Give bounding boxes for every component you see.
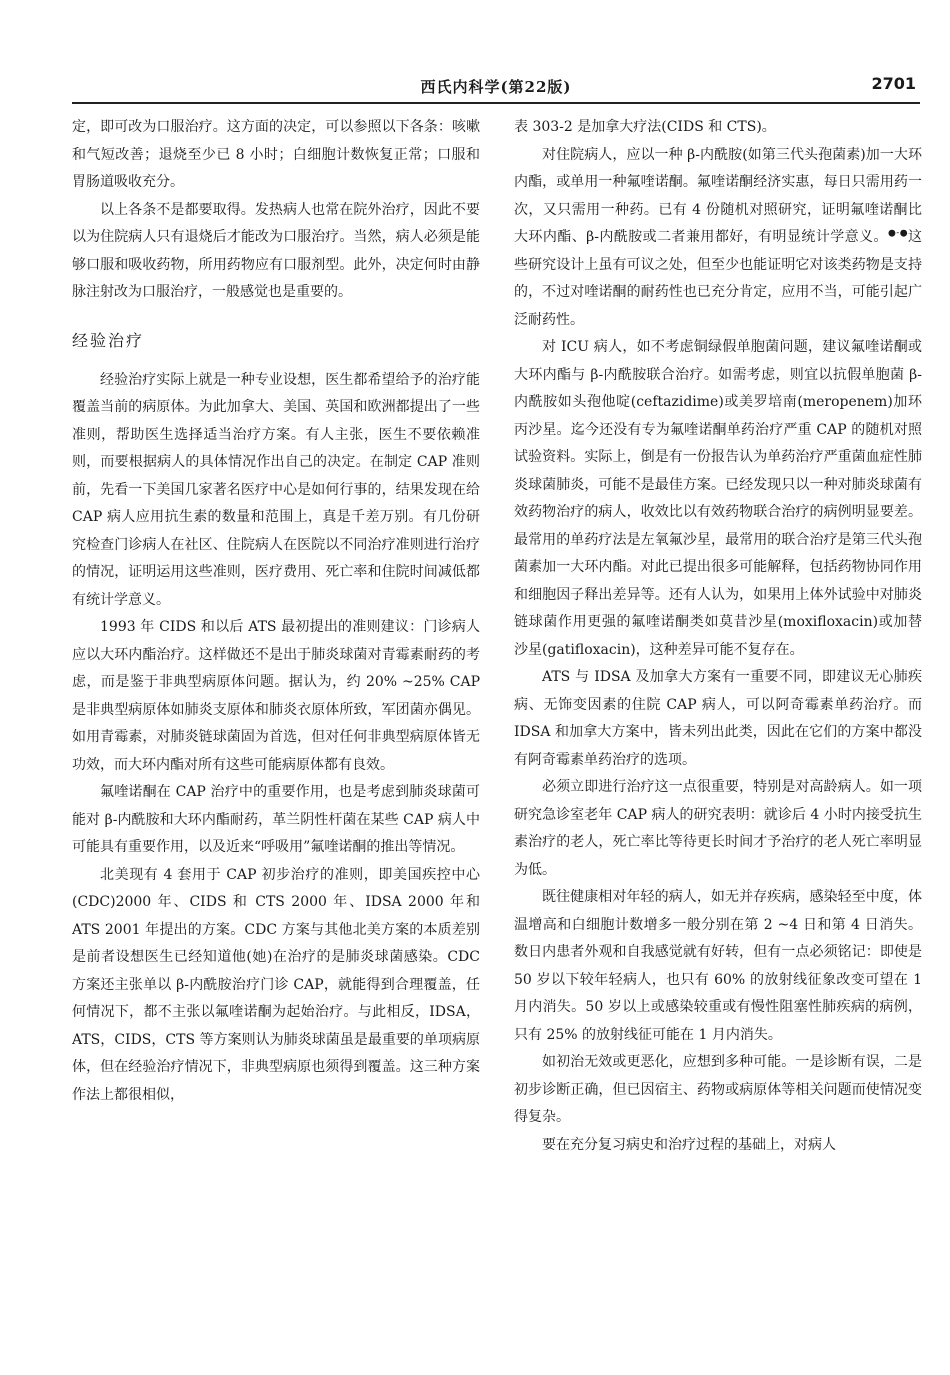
paragraph: 如初治无效或更恶化，应想到多种可能。一是诊断有误，二是初步诊断正确，但已因宿主、药物或病原体等相关问题而使情况变得复杂。 — [514, 1054, 922, 1125]
header-rule — [72, 102, 920, 104]
paragraph: 1993 年 CIDS 和以后 ATS 最初提出的准则建议：门诊病人应以大环内酯治疗。这样做还不是出于肺炎球菌对青霉素耐药的考虑，而是鉴于非典型病原体问题。据认为，约 20% ~25% CAP 是非典型病原体如肺炎支原体和肺炎衣原体所致，军团菌亦偶见。如用青霉素，对肺炎链球菌固为首选，但对任何非典型病原体皆无功效，而大环内酯对所有这些可能病原体都有良效。 — [72, 619, 480, 773]
left-column — [72, 114, 480, 1109]
paragraph — [514, 142, 922, 335]
paragraph-text: 对住院病人，应以一种 β-内酰胺(如第三代头孢菌素)加一大环内酯，或单用一种氟喹诺酮。氟喹诺酮经济实惠，每日只需用药一次，又只需用一种药。已有 4 份随机对照研究，证明氟喹诺酮比大环内酯、β-内酰胺或二者兼用都好，有明显统计学意义。 — [514, 146, 922, 245]
paragraph-text: 这些研究设计上虽有可议之处，但至少也能证明它对该类药物是支持的，不过对喹诺酮的耐药性也已充分肯定，应用不当，可能引起广泛耐药性。 — [514, 229, 923, 328]
paragraph: 对 ICU 病人，如不考虑铜绿假单胞菌问题，建议氟喹诺酮或大环内酯与 β-内酰胺联合治疗。如需考虑，则宜以抗假单胞菌 β-内酰胺如头孢他啶(ceftazidime)或美罗培南(meropenem)加环丙沙星。迄今还没有专为氟喹诺酮单药治疗严重 CAP 的随机对照试验资料。实际上，倒是有一份报告认为单药治疗严重菌血症性肺炎球菌肺炎，可能不是最佳方案。已经发现只以一种对肺炎球菌有效药物治疗的病人，收效比以有效药物联合治疗的病例明显要差。最常用的单药疗法是左氧氟沙星，最常用的联合治疗是第三代头孢菌素加一大环内酯。对此已提出很多可能解释，包括药物协同作用和细胞因子释出差异等。还有人认为，如果用上体外试验中对肺炎链球菌作用更强的氟喹诺酮类如莫昔沙星(moxifloxacin)或加替沙星(gatifloxacin)，这种差异可能不复存在。 — [514, 339, 922, 658]
paragraph: 经验治疗实际上就是一种专业设想，医生都希望给予的治疗能覆盖当前的病原体。为此加拿大、美国、英国和欧洲都提出了一些准则，帮助医生选择适当治疗方案。有人主张，医生不要依赖准则，而要根据病人的具体情况作出自己的决定。在制定 CAP 准则前，先看一下美国几家著名医疗中心是如何行事的，结果发现在给 CAP 病人应用抗生素的数量和范围上，真是千差万别。有几份研究检查门诊病人在社区、住院病人在医院以不同治疗准则进行治疗的情况，证明运用这些准则，医疗费用、死亡率和住院时间减低都有统计学意义。 — [72, 371, 480, 608]
paragraph: 必须立即进行治疗这一点很重要，特别是对高龄病人。如一项研究急诊室老年 CAP 病人的研究表明：就诊后 4 小时内接受抗生素治疗的老人，死亡率比等待更长时间才予治疗的老人死亡率明显为低。 — [514, 779, 922, 878]
paragraph: 定，即可改为口服治疗。这方面的决定，可以参照以下各条：咳嗽和气短改善；退烧至少已 8 小时；白细胞计数恢复正常；口服和胃肠道吸收充分。 — [72, 119, 480, 190]
paragraph: ATS 与 IDSA 及加拿大方案有一重要不同，即建议无心肺疾病、无饰变因素的住院 CAP 病人，可以阿奇霉素单药治疗。而 IDSA 和加拿大方案中，皆未列出此类，因此在它们的方案中都没有阿奇霉素单药治疗的选项。 — [514, 669, 922, 768]
page-number: 2701 — [871, 74, 916, 93]
section-heading: 经验治疗 — [72, 330, 145, 350]
reference-marker: ●-● — [887, 228, 909, 239]
right-column — [514, 114, 922, 1159]
paragraph: 表 303-2 是加拿大疗法(CIDS 和 CTS)。 — [514, 119, 776, 135]
paragraph: 要在充分复习病史和治疗过程的基础上，对病人 — [542, 1136, 836, 1153]
running-header — [72, 68, 920, 102]
book-title: 西氏内科学(第22版) — [420, 78, 572, 96]
paragraph: 氟喹诺酮在 CAP 治疗中的重要作用，也是考虑到肺炎球菌可能对 β-内酰胺和大环内酯耐药，革兰阴性杆菌在某些 CAP 病人中可能具有重要作用，以及近来“呼吸用”氟喹诺酮的推出等情况。 — [72, 784, 480, 855]
paragraph: 以上各条不是都要取得。发热病人也常在院外治疗，因此不要以为住院病人只有退烧后才能改为口服治疗。当然，病人必须是能够口服和吸收药物，所用药物应有口服剂型。此外，决定何时由静脉注射改为口服治疗，一般感觉也是重要的。 — [72, 201, 480, 300]
paragraph: 既往健康相对年轻的病人，如无并存疾病，感染轻至中度，体温增高和白细胞计数增多一般分别在第 2 ~4 日和第 4 日消失。数日内患者外观和自我感觉就有好转，但有一点必须铭记：即使是 50 岁以下较年轻病人，也只有 60% 的放射线征象改变可望在 1 月内消失。50 岁以上或感染较重或有慢性阻塞性肺疾病的病例，只有 25% 的放射线征可能在 1 月内消失。 — [514, 889, 922, 1043]
paragraph: 北美现有 4 套用于 CAP 初步治疗的准则，即美国疾控中心(CDC)2000 年、CIDS 和 CTS 2000 年、IDSA 2000 年和 ATS 2001 年提出的方案。CDC 方案与其他北美方案的本质差别是前者设想医生已经知道他(她)在治疗的是肺炎球菌感染。CDC 方案还主张单以 β-内酰胺治疗门诊 CAP，就能得到合理覆盖，任何情况下，都不主张以氟喹诺酮为起始治疗。与此相反，IDSA，ATS，CIDS，CTS 等方案则认为肺炎球菌虽是最重要的单项病原体，但在经验治疗情况下，非典型病原也须得到覆盖。这三种方案作法上都很相似， — [72, 866, 480, 1103]
